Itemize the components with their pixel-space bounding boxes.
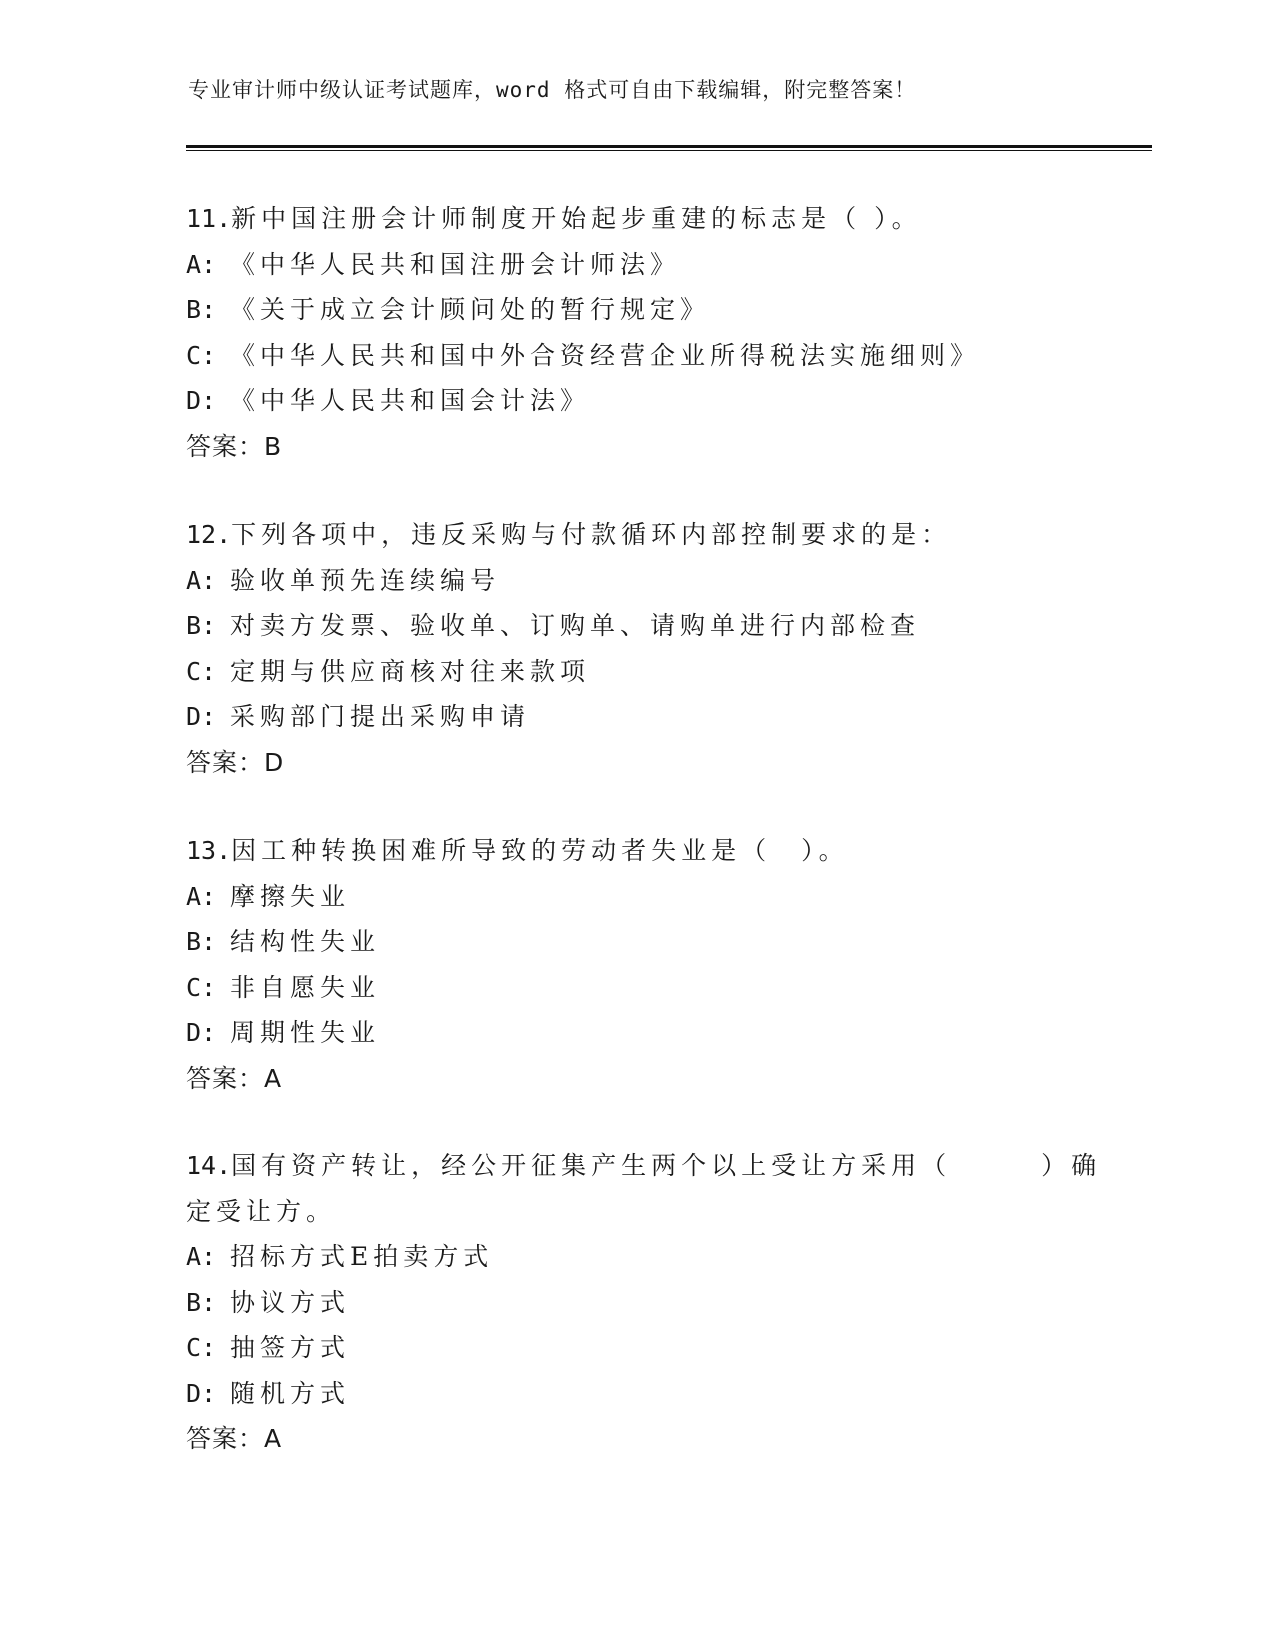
option-key: A: — [186, 565, 217, 595]
option-text: 验收单预先连续编号 — [230, 565, 501, 595]
option-text: 非自愿失业 — [230, 972, 381, 1002]
option-key: A: — [186, 249, 217, 279]
option-b — [186, 919, 1086, 965]
option-b — [186, 1280, 1086, 1326]
question-stem-text: 国有资产转让，经公开征集产生两个以上受让方采用（ ）确 — [231, 1151, 1102, 1180]
option-text: 协议方式 — [230, 1287, 351, 1317]
question-13 — [186, 828, 1086, 1101]
question-number: 13. — [186, 836, 232, 865]
question-stem — [186, 1143, 1102, 1189]
question-stem — [186, 196, 1086, 242]
option-text: 对卖方发票、验收单、订购单、请购单进行内部检查 — [230, 611, 921, 640]
page-header-title: 专业审计师中级认证考试题库，word 格式可自由下载编辑，附完整答案！ — [188, 78, 917, 102]
option-d — [186, 1371, 1086, 1417]
option-c — [186, 333, 1086, 379]
header-divider-thick — [186, 145, 1152, 148]
option-text: 定期与供应商核对往来款项 — [230, 656, 591, 686]
option-a — [186, 242, 1086, 288]
option-key: C: — [186, 1333, 217, 1362]
question-11 — [186, 196, 1086, 469]
question-number: 11. — [186, 204, 232, 233]
option-key: A: — [186, 881, 217, 911]
option-c — [186, 1325, 1086, 1371]
header-divider-thin — [186, 150, 1152, 151]
option-key: A: — [186, 1242, 217, 1271]
option-a — [186, 1234, 1086, 1280]
option-text: 招标方式E拍卖方式 — [230, 1242, 494, 1271]
option-key: D: — [186, 1378, 217, 1408]
question-14 — [186, 1143, 1102, 1462]
question-12 — [186, 512, 1086, 785]
answer-text: 答案：A — [186, 1063, 283, 1093]
answer-text: 答案：A — [186, 1424, 283, 1453]
option-text: 随机方式 — [230, 1378, 351, 1408]
option-text: 抽签方式 — [230, 1333, 351, 1362]
option-a — [186, 558, 1086, 604]
option-d — [186, 378, 1086, 424]
answer-text: 答案：B — [186, 431, 283, 461]
option-key: B: — [186, 927, 217, 956]
option-text: 《关于成立会计顾问处的暂行规定》 — [230, 295, 711, 324]
option-text: 结构性失业 — [230, 927, 381, 956]
question-number: 14. — [186, 1151, 232, 1180]
question-stem — [186, 512, 1086, 558]
option-text: 《中华人民共和国注册会计师法》 — [230, 249, 681, 279]
option-d — [186, 1010, 1086, 1056]
option-text: 摩擦失业 — [230, 881, 351, 911]
option-d — [186, 694, 1086, 740]
option-b — [186, 603, 1086, 649]
option-key: B: — [186, 1287, 217, 1317]
option-c — [186, 965, 1086, 1011]
question-stem — [186, 828, 1086, 874]
option-b — [186, 287, 1086, 333]
option-a — [186, 874, 1086, 920]
option-text: 周期性失业 — [230, 1018, 381, 1047]
option-text: 《中华人民共和国会计法》 — [230, 386, 591, 415]
question-number: 12. — [186, 520, 232, 549]
question-stem-text: 下列各项中，违反采购与付款循环内部控制要求的是： — [231, 520, 952, 549]
option-key: C: — [186, 340, 217, 370]
option-key: D: — [186, 1018, 217, 1047]
option-key: C: — [186, 972, 217, 1002]
option-c — [186, 649, 1086, 695]
question-stem-continued: 定受让方。 — [186, 1196, 337, 1226]
option-key: B: — [186, 611, 217, 640]
option-text: 《中华人民共和国中外合资经营企业所得税法实施细则》 — [230, 340, 981, 370]
option-key: B: — [186, 295, 217, 324]
question-stem-text: 因工种转换困难所导致的劳动者失业是（ ）。 — [231, 836, 849, 865]
option-key: D: — [186, 386, 217, 415]
answer-text: 答案：D — [186, 747, 285, 777]
question-stem-text: 新中国注册会计师制度开始起步重建的标志是（ ）。 — [231, 204, 922, 233]
option-key: D: — [186, 702, 217, 731]
option-key: C: — [186, 656, 217, 686]
option-text: 采购部门提出采购申请 — [230, 702, 531, 731]
